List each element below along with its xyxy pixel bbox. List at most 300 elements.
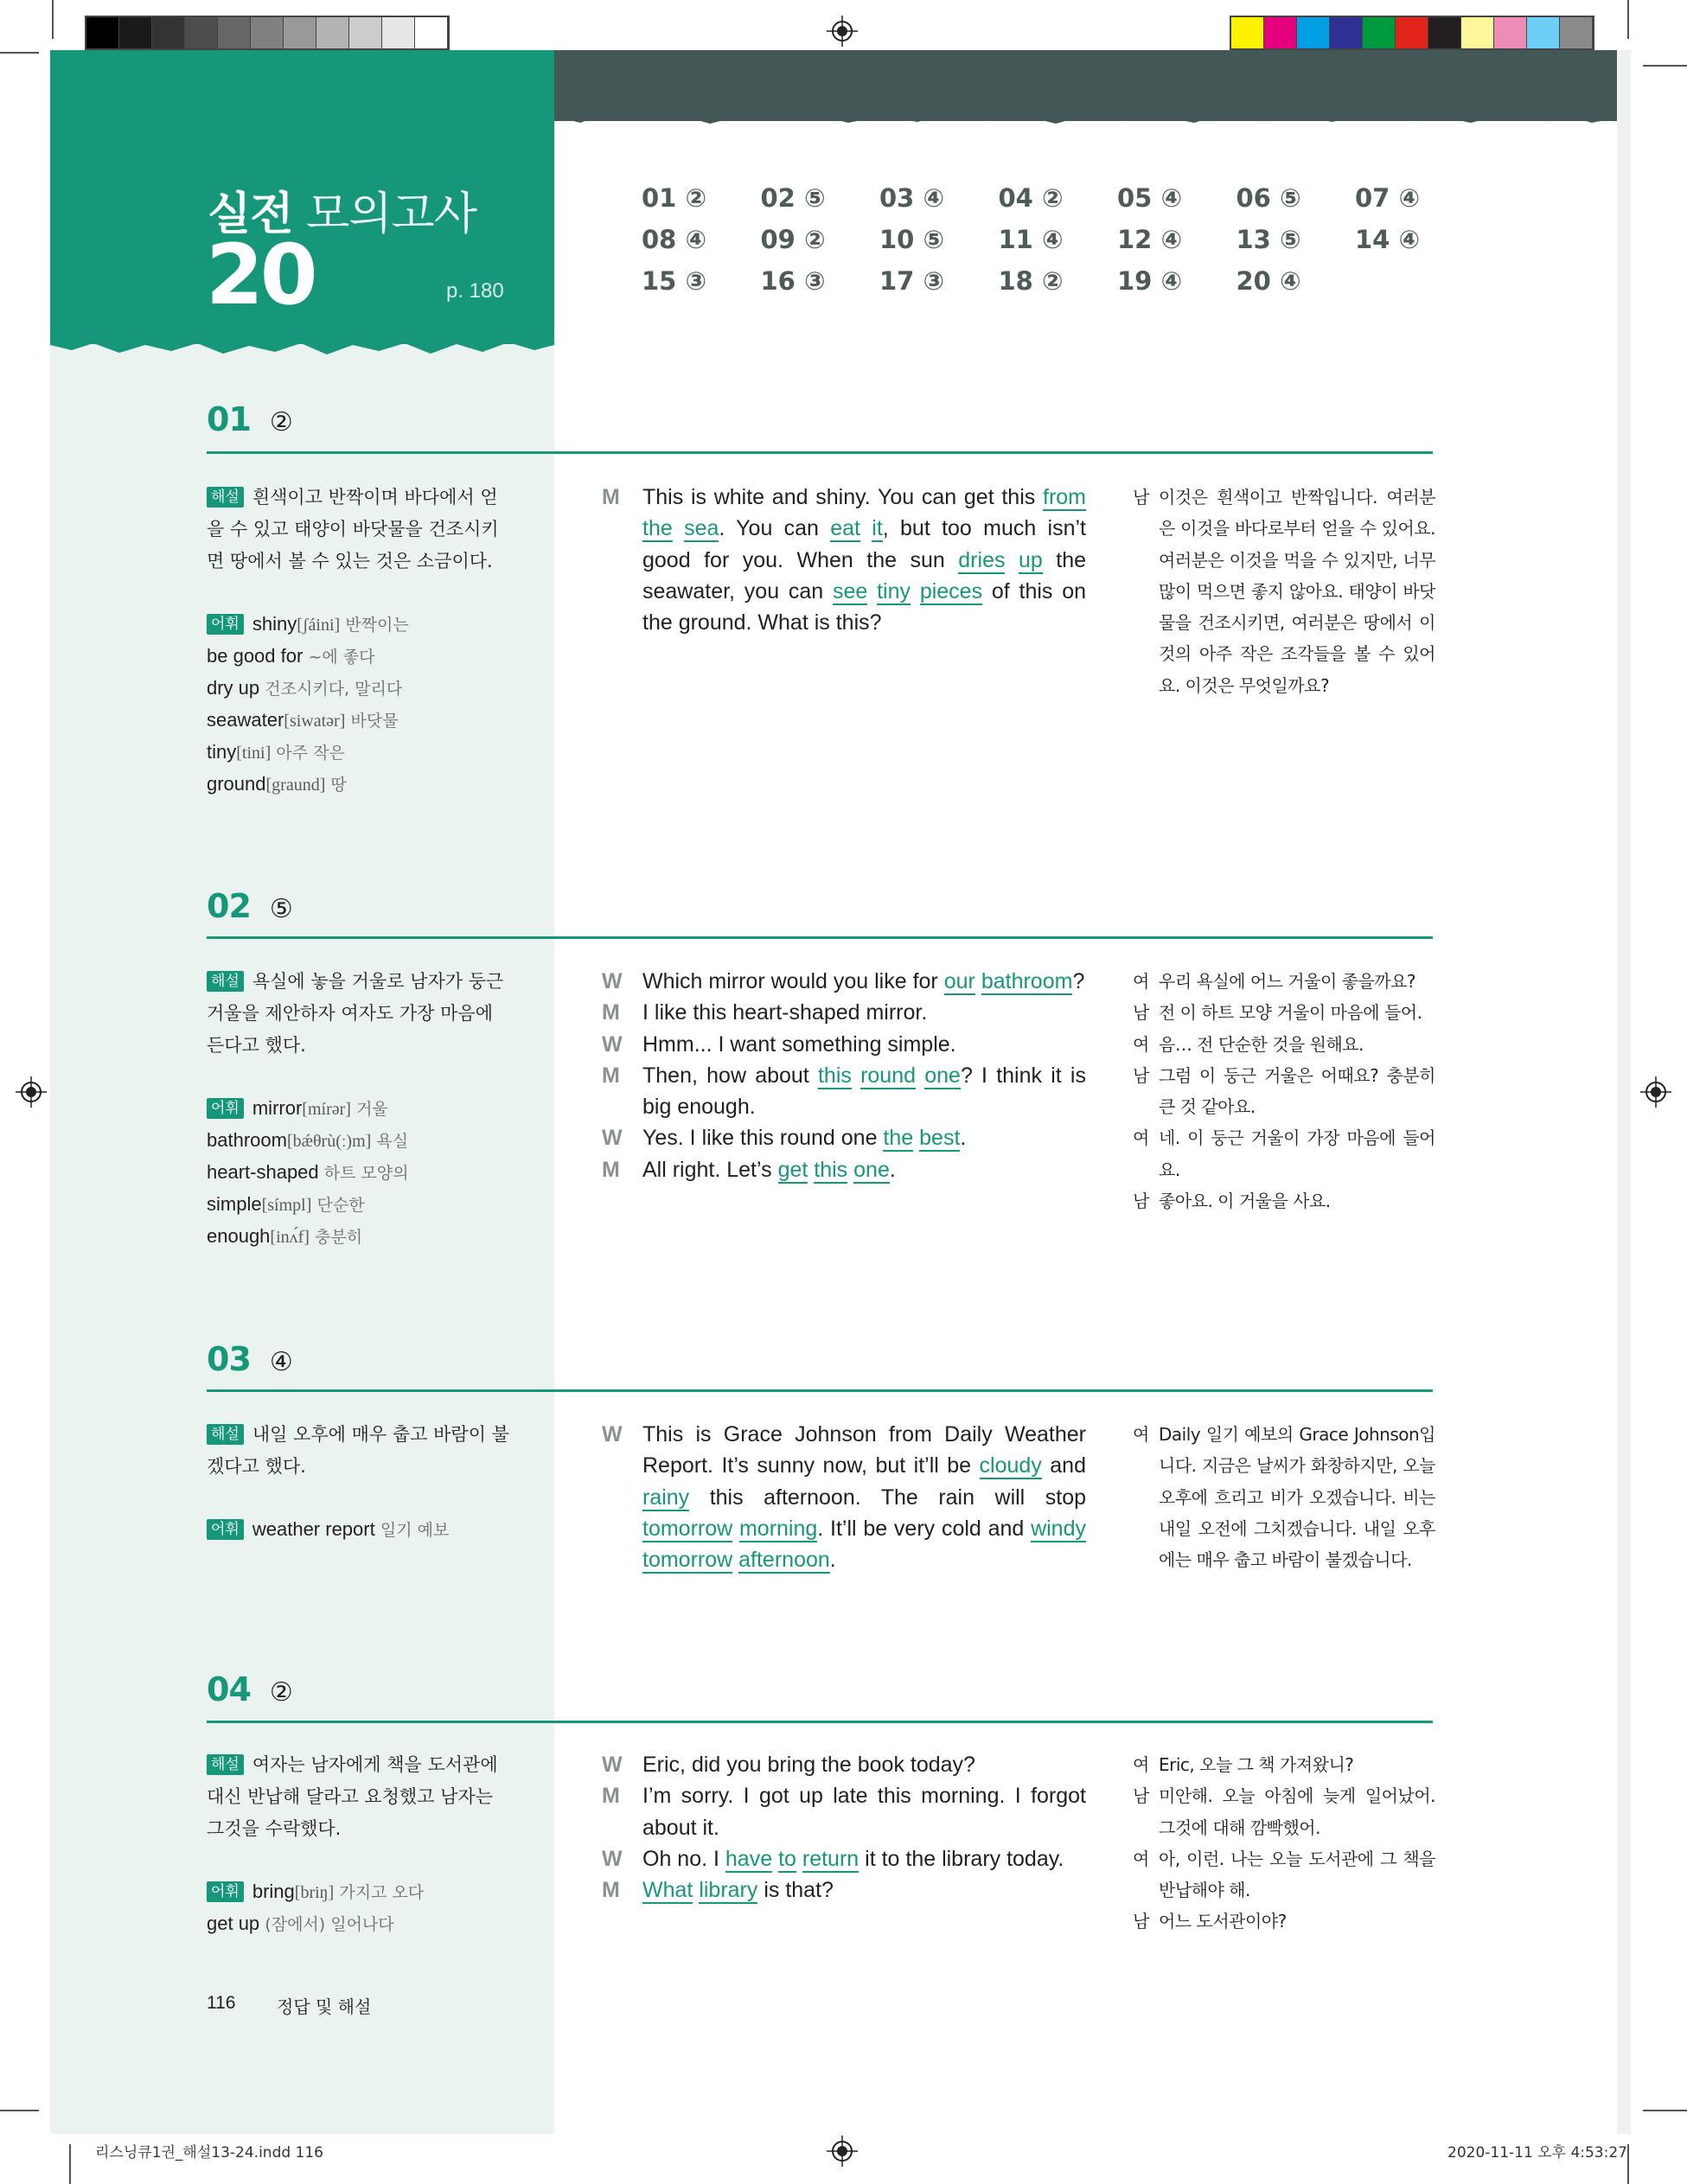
color-swatch: [1527, 17, 1560, 48]
question-answer: ⑤: [269, 894, 293, 924]
color-swatch: [218, 17, 251, 48]
vocab-meaning: 거울: [356, 1100, 388, 1119]
answer-item: 18 ②: [998, 266, 1064, 296]
explanation-tag: 해설: [207, 971, 244, 992]
title-block-brush-edge: [50, 333, 554, 359]
vocab-item: [207, 705, 527, 737]
blank-answer: the: [642, 516, 673, 541]
dialogue-text: [642, 1060, 1086, 1123]
answer-item: 05 ④: [1117, 183, 1183, 213]
registration-mark-top: [827, 16, 858, 47]
translation-text: 전 이 하트 모양 거울이 마음에 들어.: [1159, 1002, 1422, 1024]
blank-answer: return: [802, 1846, 859, 1871]
dialogue-line: [602, 966, 1086, 997]
vocab-meaning: 단순한: [316, 1196, 365, 1215]
text-segment: of this on the ground. What is this?: [642, 578, 1087, 635]
color-swatch: [152, 17, 185, 48]
answer-item: 02 ⑤: [760, 183, 826, 213]
color-swatch: [1428, 17, 1461, 48]
blank-answer: afternoon: [738, 1548, 830, 1573]
answer-item: 07 ④: [1355, 183, 1421, 213]
explanation: [207, 482, 509, 578]
text-segment: ?: [1072, 969, 1085, 993]
korean-translation: [1133, 966, 1435, 1217]
dialogue-line: [602, 482, 1086, 638]
color-swatch: [1560, 17, 1593, 48]
translation-line: [1133, 1185, 1435, 1217]
section-divider: [207, 1389, 1433, 1392]
translation-line: [1133, 1906, 1435, 1937]
dialogue-text: [642, 1154, 1086, 1185]
speaker-label: 여: [1133, 1848, 1149, 1869]
blank-answer: the: [883, 1126, 914, 1151]
vocab-pronunciation: [mírər]: [302, 1100, 351, 1119]
translation-line: [1133, 1843, 1435, 1906]
vocab-word: simple: [207, 1193, 262, 1215]
color-swatch: [316, 17, 349, 48]
vocab-word: bring: [252, 1881, 295, 1902]
text-segment: I’m sorry. I got up late this morning. I forgot about it.: [642, 1784, 1086, 1840]
speaker-label: 여: [1133, 1754, 1149, 1775]
speaker-label: W: [602, 1422, 623, 1446]
speaker-label: M: [602, 1878, 620, 1903]
blank-answer: get: [777, 1157, 808, 1182]
dialogue-script: [602, 482, 1086, 638]
vocabulary-list: [207, 609, 527, 801]
question-answer: ②: [269, 1677, 293, 1708]
blank-answer: cloudy: [979, 1453, 1042, 1478]
color-swatch: [1330, 17, 1363, 48]
answer-item: 17 ③: [879, 266, 945, 296]
vocabulary-list: [207, 1093, 527, 1253]
text-segment: [732, 1517, 739, 1541]
text-segment: .: [889, 1157, 896, 1182]
speaker-label: 남: [1133, 1911, 1149, 1932]
speaker-label: 남: [1133, 1064, 1149, 1086]
page-reference: p. 180: [446, 279, 504, 303]
vocab-item: [207, 1157, 527, 1189]
question-number: 04: [207, 1670, 251, 1708]
dialogue-script: [602, 1419, 1086, 1575]
section-divider: [207, 451, 1433, 454]
answer-item: 10 ⑤: [879, 225, 945, 254]
vocab-pronunciation: [siwatər]: [284, 712, 346, 731]
vocab-word: weather report: [252, 1518, 375, 1540]
answer-item: 03 ④: [879, 183, 945, 213]
vocab-item: [207, 641, 527, 673]
vocab-meaning: 욕실: [376, 1132, 409, 1151]
test-number: 20: [206, 227, 315, 323]
blank-answer: What: [642, 1878, 693, 1903]
text-segment: Oh no. I: [642, 1846, 725, 1871]
answer-item: 01 ②: [642, 183, 707, 213]
vocabulary-list: [207, 1514, 527, 1546]
crop-mark: [0, 2110, 39, 2111]
dialogue-text: [642, 1749, 1086, 1780]
color-swatch: [1297, 17, 1330, 48]
dialogue-line: [602, 1780, 1086, 1843]
color-swatch: [349, 17, 382, 48]
vocab-item: [207, 1221, 527, 1253]
dialogue-line: [602, 1154, 1086, 1185]
vocab-meaning: (잠에서) 일어나다: [265, 1915, 394, 1934]
blank-answer: dries: [958, 547, 1006, 572]
dialogue-line: [602, 1843, 1086, 1874]
translation-text: Eric, 오늘 그 책 가져왔니?: [1159, 1754, 1354, 1775]
translation-line: [1133, 966, 1435, 997]
vocab-word: dry up: [207, 677, 260, 699]
color-swatch: [1363, 17, 1396, 48]
color-swatch: [251, 17, 284, 48]
explanation-text: 내일 오후에 매우 춥고 바람이 불겠다고 했다.: [207, 1424, 509, 1477]
vocab-meaning: 가지고 오다: [339, 1883, 425, 1902]
vocab-word: get up: [207, 1913, 260, 1934]
answer-item: 15 ③: [642, 266, 707, 296]
section-heading: [207, 400, 293, 438]
translation-text: 음… 전 단순한 것을 원해요.: [1159, 1033, 1364, 1055]
vocab-tag: 어휘: [207, 1098, 244, 1119]
vocab-item: [207, 1125, 527, 1157]
blank-answer: eat: [830, 516, 860, 541]
text-segment: . You can: [719, 516, 831, 541]
vocab-tag: 어휘: [207, 1519, 244, 1540]
blank-answer: round: [860, 1063, 917, 1088]
speaker-label: 남: [1133, 1002, 1149, 1024]
text-segment: I like this heart-shaped mirror.: [642, 1000, 928, 1025]
answer-item: 13 ⑤: [1236, 225, 1301, 254]
translation-line: [1133, 482, 1435, 701]
answer-item: 04 ②: [998, 183, 1064, 213]
page-edge: [1617, 50, 1631, 2134]
text-segment: it to the library today.: [859, 1846, 1064, 1871]
crop-mark: [1643, 65, 1687, 67]
dialogue-text: [642, 966, 1086, 997]
blank-answer: library: [699, 1878, 758, 1903]
explanation-tag: 해설: [207, 487, 244, 508]
text-segment: ? I think it is big enough.: [642, 1063, 1086, 1120]
question-number: 03: [207, 1340, 251, 1378]
answer-item: 12 ④: [1117, 225, 1183, 254]
vocab-word: mirror: [252, 1097, 303, 1119]
color-swatch: [185, 17, 218, 48]
color-swatch: [1396, 17, 1428, 48]
text-segment: the seawater, you can: [642, 547, 1086, 603]
blank-answer: rainy: [642, 1485, 690, 1510]
section-heading: [207, 887, 293, 925]
vocab-word: be good for: [207, 645, 304, 667]
answer-item: 11 ④: [998, 225, 1064, 254]
blank-answer: one: [853, 1157, 890, 1182]
answer-key: [642, 183, 1474, 296]
vocabulary-list: [207, 1876, 527, 1940]
text-segment: this afternoon. The rain will stop: [689, 1485, 1086, 1510]
registration-mark-right: [1640, 1076, 1671, 1108]
vocab-meaning: 땅: [330, 776, 347, 795]
dialogue-line: [602, 1122, 1086, 1153]
dialogue-text: [642, 1780, 1086, 1843]
speaker-label: W: [602, 1126, 623, 1151]
translation-line: [1133, 1029, 1435, 1060]
translation-line: [1133, 1780, 1435, 1843]
vocab-pronunciation: [bǽθrù(ː)m]: [286, 1132, 372, 1151]
translation-text: 네. 이 둥근 거울이 가장 마음에 들어요.: [1159, 1127, 1435, 1180]
explanation: [207, 966, 509, 1062]
vocab-item: [207, 1876, 527, 1908]
file-slug: 리스닝큐1권_해설13-24.indd 116: [95, 2144, 324, 2162]
question-number: 02: [207, 887, 251, 925]
dialogue-text: [642, 1122, 1086, 1153]
speaker-label: M: [602, 1784, 620, 1809]
section-heading: [207, 1340, 293, 1378]
text-segment: [916, 1063, 924, 1088]
color-swatch: [1494, 17, 1527, 48]
blank-answer: it: [872, 516, 883, 541]
text-segment: All right. Let’s: [642, 1157, 778, 1182]
explanation: [207, 1419, 509, 1483]
dialogue-line: [602, 1060, 1086, 1123]
explanation-text: 여자는 남자에게 책을 도서관에 대신 반납해 달라고 요청했고 남자는 그것을 수락했다.: [207, 1754, 498, 1839]
answer-item: 16 ③: [760, 266, 826, 296]
speaker-label: M: [602, 485, 620, 509]
text-segment: [673, 516, 684, 540]
print-timestamp: 2020-11-11 오후 4:53:27: [1447, 2144, 1627, 2162]
dialogue-script: [602, 1749, 1086, 1906]
text-segment: [1005, 548, 1018, 572]
blank-answer: have: [725, 1846, 773, 1871]
blank-answer: pieces: [919, 578, 983, 603]
vocab-word: shiny: [252, 613, 297, 635]
translation-text: 그럼 이 둥근 거울은 어때요? 충분히 큰 것 같아요.: [1159, 1064, 1435, 1118]
translation-text: Daily 일기 예보의 Grace Johnson입니다. 지금은 날씨가 화창하지만, 오늘 오후에 흐리고 비가 오겠습니다. 비는 내일 오전에 그치겠습니다. 내일 오후에는 매우 춥고 바람이 불겠습니다.: [1159, 1424, 1435, 1571]
translation-line: [1133, 997, 1435, 1028]
vocab-word: heart-shaped: [207, 1161, 319, 1183]
speaker-label: W: [602, 1031, 623, 1057]
speaker-label: W: [602, 1846, 623, 1871]
text-segment: , but too much isn’t good for you. When the sun: [642, 516, 1086, 572]
vocab-meaning: 아주 작은: [276, 744, 345, 763]
dialogue-text: [642, 1843, 1086, 1874]
text-segment: [796, 1847, 802, 1871]
translation-text: 아, 이런. 나는 오늘 도서관에 그 책을 반납해야 해.: [1159, 1848, 1435, 1901]
gray-calibration-bar: [85, 16, 450, 50]
translation-line: [1133, 1122, 1435, 1185]
vocab-item: [207, 1514, 527, 1546]
blank-answer: see: [833, 578, 868, 603]
text-segment: Then, how about: [642, 1063, 818, 1088]
color-swatch: [86, 17, 119, 48]
vocab-word: ground: [207, 773, 266, 795]
section-divider: [207, 936, 1433, 939]
crop-mark: [52, 0, 54, 39]
page-number: 116: [207, 1993, 236, 2013]
translation-text: 어느 도서관이야?: [1159, 1911, 1287, 1932]
text-segment: . It’ll be very cold and: [817, 1516, 1032, 1541]
dialogue-text: [642, 1874, 1086, 1906]
vocab-item: [207, 1093, 527, 1125]
text-segment: and: [1041, 1453, 1086, 1478]
vocab-pronunciation: [graund]: [265, 776, 326, 795]
dialogue-text: [642, 1419, 1086, 1575]
translation-line: [1133, 1419, 1435, 1575]
text-segment: This is Grace Johnson from Daily Weather Report. It’s sunny now, but it’ll be: [642, 1422, 1086, 1478]
dialogue-line: [602, 1029, 1086, 1060]
text-segment: .: [829, 1548, 836, 1573]
text-segment: is that?: [757, 1878, 834, 1903]
speaker-label: W: [602, 1753, 623, 1777]
speaker-label: W: [602, 969, 623, 993]
vocab-item: [207, 1189, 527, 1221]
dialogue-text: [642, 1029, 1086, 1060]
translation-text: 우리 욕실에 어느 거울이 좋을까요?: [1159, 971, 1416, 992]
answer-item: 08 ④: [642, 225, 707, 254]
crop-mark: [1643, 2110, 1687, 2111]
speaker-label: M: [602, 1063, 620, 1088]
speaker-label: 여: [1133, 1127, 1149, 1149]
blank-answer: best: [919, 1126, 961, 1151]
vocab-meaning: 충분히: [315, 1228, 363, 1247]
translation-line: [1133, 1749, 1435, 1780]
blank-answer: tomorrow: [642, 1516, 733, 1541]
vocab-word: seawater: [207, 709, 284, 731]
footer-label: 정답 및 해설: [277, 1996, 372, 2017]
answer-item: 06 ⑤: [1236, 183, 1301, 213]
answer-item: 14 ④: [1355, 225, 1421, 254]
vocab-pronunciation: [símpl]: [261, 1196, 312, 1215]
question-answer: ②: [269, 407, 293, 437]
blank-answer: tiny: [877, 578, 911, 603]
blank-answer: our: [943, 969, 975, 993]
question-answer: ④: [269, 1347, 293, 1377]
vocab-item: [207, 769, 527, 801]
vocab-pronunciation: [tini]: [236, 744, 272, 763]
blank-answer: this: [817, 1063, 852, 1088]
color-swatch: [119, 17, 152, 48]
text-segment: [975, 969, 981, 993]
dialogue-line: [602, 1419, 1086, 1575]
crop-mark: [1627, 0, 1629, 39]
explanation-tag: 해설: [207, 1424, 244, 1445]
vocab-meaning: 건조시키다, 말리다: [265, 680, 403, 699]
header-band-brush-edge: [554, 102, 1617, 128]
blank-answer: from: [1043, 485, 1086, 509]
blank-answer: up: [1018, 547, 1043, 572]
vocab-meaning: 일기 예보: [380, 1521, 450, 1540]
vocab-word: bathroom: [207, 1129, 287, 1151]
blank-answer: tomorrow: [642, 1548, 733, 1573]
vocab-item: [207, 1908, 527, 1940]
crop-mark: [69, 2144, 71, 2184]
korean-translation: [1133, 1749, 1435, 1938]
speaker-label: M: [602, 1157, 620, 1182]
text-segment: This is white and shiny. You can get this: [642, 485, 1043, 509]
dialogue-script: [602, 966, 1086, 1185]
translation-text: 미안해. 오늘 아침에 늦게 일어났어. 그것에 대해 깜빡했어.: [1159, 1785, 1435, 1838]
section-divider: [207, 1721, 1433, 1723]
dialogue-text: [642, 482, 1086, 638]
vocab-item: [207, 737, 527, 769]
blank-answer: morning: [738, 1516, 818, 1541]
vocab-pronunciation: [ʃáini]: [297, 616, 341, 635]
vocab-word: enough: [207, 1225, 271, 1247]
vocab-meaning: 하트 모양의: [323, 1164, 409, 1183]
color-swatch: [1264, 17, 1297, 48]
color-swatch: [382, 17, 415, 48]
text-segment: Yes. I like this round one: [642, 1126, 884, 1151]
vocab-tag: 어휘: [207, 614, 244, 635]
explanation-text: 흰색이고 반짝이며 바다에서 얻을 수 있고 태양이 바닷물을 건조시키면 땅에서 볼 수 있는 것은 소금이다.: [207, 487, 499, 572]
translation-text: 좋아요. 이 거울을 사요.: [1159, 1191, 1331, 1212]
vocab-meaning: 바닷물: [350, 712, 399, 731]
vocab-meaning: 반짝이는: [345, 616, 409, 635]
speaker-label: 남: [1133, 1191, 1149, 1212]
section-heading: [207, 1670, 293, 1708]
speaker-label: 남: [1133, 1785, 1149, 1807]
vocab-word: tiny: [207, 741, 237, 763]
text-segment: Eric, did you bring the book today?: [642, 1753, 975, 1777]
dialogue-text: [642, 997, 1086, 1028]
explanation-text: 욕실에 놓을 거울로 남자가 둥근 거울을 제안하자 여자도 가장 마음에 든다고 했다.: [207, 971, 504, 1056]
translation-text: 이것은 흰색이고 반짝입니다. 여러분은 이것을 바다로부터 얻을 수 있어요. 여러분은 이것을 먹을 수 있지만, 너무 많이 먹으면 좋지 않아요. 태양이 바닷물을 건조시키면, 여러분은 땅에서 이것의 아주 작은 조각들을 볼 수 있어요. 이것은 무엇일까요?: [1159, 487, 1435, 696]
vocab-tag: 어휘: [207, 1881, 244, 1902]
explanation-tag: 해설: [207, 1754, 244, 1775]
color-swatch: [1231, 17, 1264, 48]
speaker-label: M: [602, 1000, 620, 1025]
crop-mark: [1627, 2144, 1629, 2184]
blank-answer: this: [814, 1157, 848, 1182]
text-segment: .: [960, 1126, 967, 1151]
text-segment: Hmm... I want something simple.: [642, 1031, 956, 1057]
color-calibration-bar: [1230, 16, 1594, 50]
registration-mark-left: [16, 1076, 47, 1108]
answer-item: 19 ④: [1117, 266, 1183, 296]
color-swatch: [415, 17, 448, 48]
korean-translation: [1133, 482, 1435, 701]
title-light: 모의고사: [306, 188, 476, 240]
vocab-pronunciation: [inʌ́f]: [270, 1228, 310, 1247]
text-segment: [860, 516, 872, 540]
blank-answer: bathroom: [981, 969, 1073, 993]
text-segment: Which mirror would you like for: [642, 969, 944, 993]
vocab-pronunciation: [briŋ]: [294, 1883, 335, 1902]
blank-answer: sea: [684, 516, 719, 541]
blank-answer: one: [924, 1063, 961, 1088]
color-swatch: [1461, 17, 1494, 48]
translation-line: [1133, 1060, 1435, 1123]
speaker-label: 여: [1133, 1424, 1149, 1445]
vocab-item: [207, 609, 527, 641]
speaker-label: 남: [1133, 487, 1149, 508]
korean-translation: [1133, 1419, 1435, 1575]
blank-answer: windy: [1031, 1516, 1086, 1541]
explanation: [207, 1749, 509, 1845]
title-bold: 실전: [208, 188, 293, 240]
text-segment: [911, 579, 920, 603]
question-number: 01: [207, 400, 251, 438]
text-segment: [852, 1063, 860, 1088]
speaker-label: 여: [1133, 971, 1149, 992]
vocab-item: [207, 673, 527, 705]
dialogue-line: [602, 997, 1086, 1028]
registration-mark-bottom: [827, 2136, 858, 2167]
vocab-meaning: ~에 좋다: [308, 648, 375, 667]
answer-item: 20 ④: [1236, 266, 1301, 296]
crop-mark: [0, 52, 39, 54]
answer-item: 09 ②: [760, 225, 826, 254]
dialogue-line: [602, 1749, 1086, 1780]
speaker-label: 여: [1133, 1033, 1149, 1055]
blank-answer: to: [778, 1846, 796, 1871]
text-segment: [867, 579, 877, 603]
